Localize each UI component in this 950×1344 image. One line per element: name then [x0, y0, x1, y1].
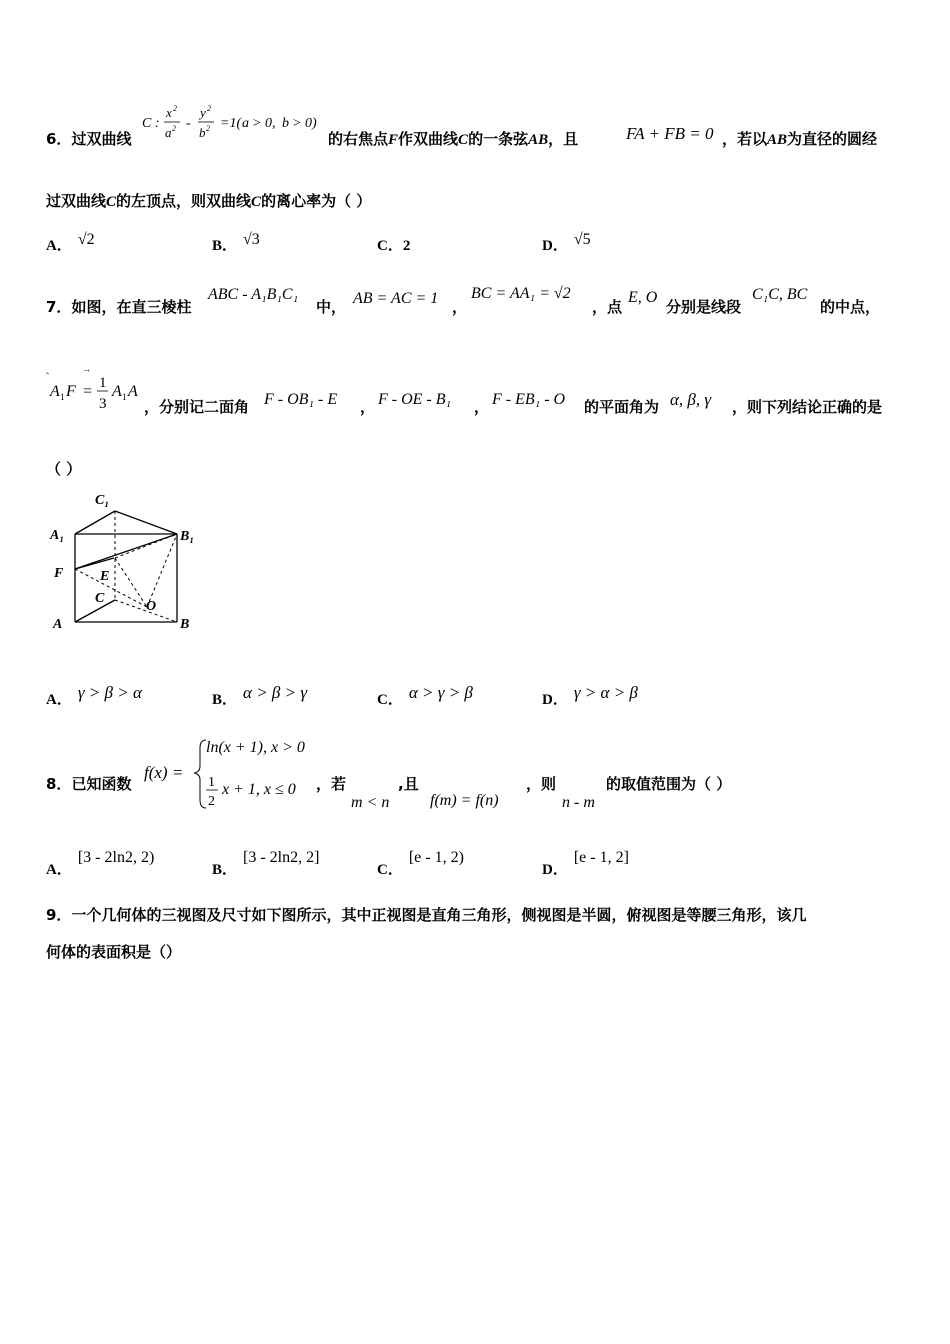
label-c1: C₁ [95, 493, 110, 508]
q8-cond1: m < n [351, 794, 390, 811]
q8-function-def [144, 734, 324, 818]
q7-points: E, O [628, 289, 658, 306]
q7-vector-render [46, 362, 146, 418]
q8-cond3: n - m [562, 794, 595, 811]
q6-line1: 6．过双曲线 [46, 130, 132, 148]
q7-eq2: BC = AA₁ = √2 [471, 285, 571, 302]
label-b1: B₁ [180, 529, 195, 544]
q8-option-a[interactable]: A．[3 - 2ln2, 2) [46, 849, 155, 878]
q7-dihedral-3: F - EB₁ - O [492, 391, 566, 408]
q8-option-b[interactable]: B．[3 - 2ln2, 2] [212, 849, 320, 878]
q7-sep1: ， [360, 398, 376, 416]
q7-dian: ，点 [592, 298, 623, 316]
svg-text:2: 2 [207, 104, 211, 113]
svg-text:> 0): > 0) [292, 116, 317, 131]
q7-dihedral-1: F - OB₁ - E [264, 391, 338, 408]
svg-text:A: A [112, 383, 122, 400]
q6-option-b[interactable]: B． √3 [212, 231, 260, 254]
q7-option-b[interactable]: B． α > β > γ [212, 683, 308, 708]
q7-comma: ， [452, 298, 468, 316]
q8-number: 8． [46, 775, 72, 793]
q6-line1-tail: ，若以AB为直径的圆经 [722, 130, 878, 148]
svg-text:2: 2 [208, 794, 215, 809]
svg-text:1: 1 [99, 375, 107, 391]
label-b: B [180, 617, 190, 632]
q7-option-d[interactable]: D． γ > α > β [542, 683, 638, 708]
q9-line2: 何体的表面积是（） [46, 943, 182, 961]
svg-text:A: A [50, 383, 60, 400]
q8-option-d[interactable]: D．[e - 1, 2] [542, 849, 629, 878]
svg-text:C :: C : [142, 116, 160, 131]
q6-number: 6． [46, 130, 72, 148]
label-f: F [54, 566, 64, 581]
label-o: O [146, 599, 157, 614]
q7-number: 7． [46, 298, 72, 316]
svg-text:=1(: =1( [220, 116, 242, 131]
q8-option-c[interactable]: C．[e - 1, 2) [377, 849, 464, 878]
svg-text:b: b [199, 125, 206, 140]
svg-text:2: 2 [206, 124, 210, 133]
svg-text:x: x [166, 105, 172, 120]
q7-paren: （ ） [46, 460, 82, 478]
q6-formula-render [142, 104, 327, 144]
q6-option-d[interactable]: D． √5 [542, 231, 591, 254]
svg-text:b: b [282, 116, 289, 131]
q7-prism: ABC - A₁B₁C₁ [208, 286, 299, 303]
q7-angles: α, β, γ [670, 390, 712, 409]
q7-sep2: ， [474, 398, 490, 416]
q8-ruo: ，若 [316, 775, 347, 793]
svg-text:a: a [242, 116, 249, 131]
q8-cond2: f(m) = f(n) [430, 792, 499, 809]
q7-segments: C₁C, BC [752, 286, 808, 303]
svg-text:y: y [200, 105, 206, 120]
svg-text:1: 1 [208, 775, 215, 790]
label-c: C [95, 591, 105, 606]
q6-line1-rest: 的右焦点F作双曲线C的一条弦AB，且 [328, 130, 579, 148]
svg-text:=: = [83, 383, 93, 400]
svg-text:-: - [186, 116, 191, 131]
svg-text:2: 2 [172, 124, 176, 133]
q7-eq1: AB = AC = 1 [353, 290, 439, 307]
svg-text:3: 3 [99, 396, 107, 412]
svg-text:x + 1, x ≤ 0: x + 1, x ≤ 0 [222, 781, 296, 798]
q7-line2-b: 的平面角为 [584, 398, 660, 416]
q7-option-c[interactable]: C． α > γ > β [377, 683, 473, 708]
svg-text:→: → [82, 364, 91, 374]
q7-segments-text: 分别是线段 [666, 298, 742, 316]
q7-line1: 7．如图，在直三棱柱 [46, 298, 192, 316]
q8-ze: ，则 [526, 775, 557, 793]
svg-text:1: 1 [122, 392, 127, 402]
q7-prism-figure [44, 486, 204, 636]
svg-text:> 0,: > 0, [252, 116, 276, 131]
label-e: E [100, 569, 110, 584]
q7-line2-a: ，分别记二面角 [144, 398, 250, 416]
q6-line2: 过双曲线C的左顶点，则双曲线C的离心率为（ ） [46, 192, 372, 210]
svg-text:ln(x + 1), x > 0: ln(x + 1), x > 0 [206, 739, 305, 756]
q6-option-c[interactable]: C．2 [377, 238, 411, 254]
svg-text:a: a [165, 125, 172, 140]
svg-text:1: 1 [60, 392, 65, 402]
q7-midpoint: 的中点， [820, 298, 881, 316]
q7-line2-c: ，则下列结论正确的是 [732, 398, 883, 416]
svg-text:‸: ‸ [46, 364, 50, 374]
q8-piecewise [144, 734, 324, 814]
q8-range: 的取值范围为（ ） [606, 775, 732, 793]
q8-line: 8．已知函数 [46, 775, 132, 793]
svg-text:F: F [66, 383, 76, 400]
q8-qie: ,且 [398, 775, 419, 793]
q6-option-a[interactable]: A． √2 [46, 231, 95, 254]
svg-text:2: 2 [173, 104, 177, 113]
svg-text:A: A [128, 383, 138, 400]
q9-line1: 9．一个几何体的三视图及尺寸如下图所示，其中正视图是直角三角形，侧视图是半圆，俯视图是等腰三角形，该几 [46, 906, 807, 924]
q7-option-a[interactable]: A． γ > β > α [46, 683, 142, 708]
q7-dihedral-2: F - OE - B₁ [378, 391, 452, 408]
label-a1: A₁ [50, 528, 65, 543]
q6-vector-condition: FA + FB = 0 [626, 124, 714, 143]
q7-vector-eq [46, 362, 146, 422]
q7-zhong: 中， [316, 298, 347, 316]
q6-hyperbola-formula [142, 104, 327, 149]
label-a: A [53, 617, 63, 632]
svg-text:f(x) =: f(x) = [144, 763, 184, 782]
